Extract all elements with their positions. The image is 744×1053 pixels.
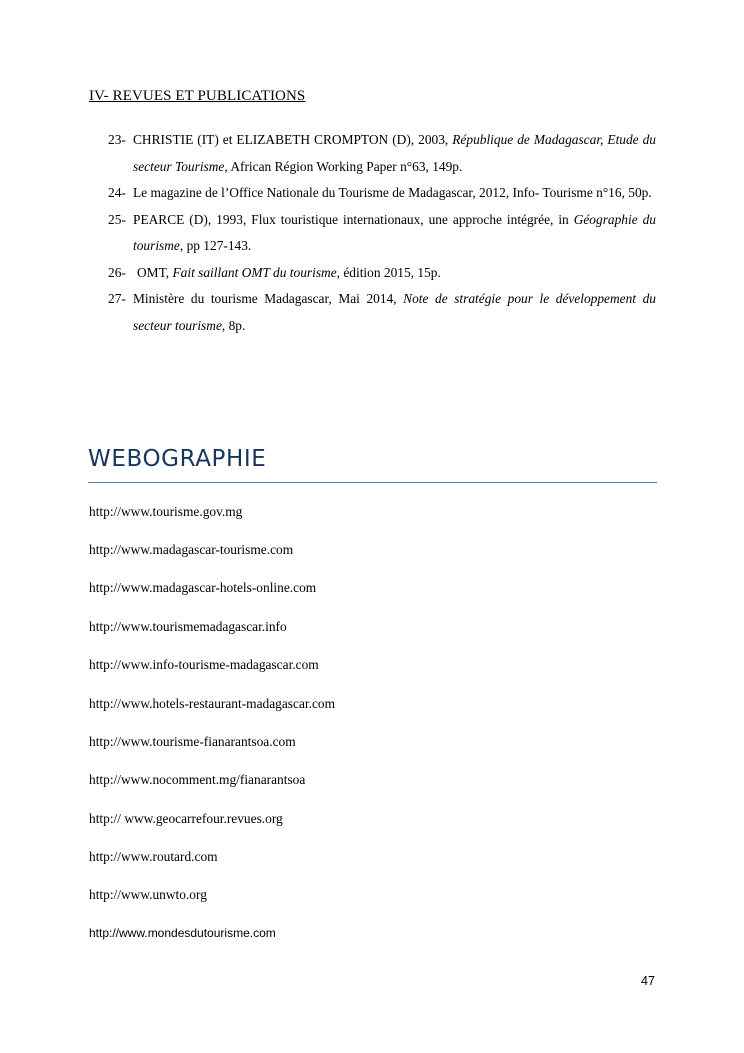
- reference-number: 27-: [108, 291, 126, 306]
- reference-item-27: [108, 286, 656, 339]
- web-link[interactable]: http://www.unwto.org: [89, 887, 207, 902]
- reference-text-plain: Ministère du tourisme Madagascar, Mai 2014,: [133, 291, 404, 306]
- web-link[interactable]: http://www.madagascar-hotels-online.com: [89, 580, 317, 595]
- reference-text-plain: Le magazine de l’Office Nationale du Tourisme de Madagascar, 2012, Info- Tourisme n°16, 50p.: [133, 185, 652, 200]
- reference-item-24: [108, 180, 656, 207]
- reference-number: 26-: [108, 264, 126, 280]
- web-link[interactable]: http:// www.geocarrefour.revues.org: [89, 811, 283, 826]
- reference-text: [133, 180, 656, 207]
- web-link[interactable]: http://www.nocomment.mg/fianarantsoa: [89, 772, 306, 787]
- reference-text-plain: pp 127-143.: [183, 238, 252, 253]
- reference-text: [133, 286, 656, 339]
- web-link[interactable]: http://www.tourismemadagascar.info: [89, 619, 287, 634]
- reference-text: [137, 260, 656, 287]
- web-link[interactable]: http://www.tourisme-fianarantsoa.com: [89, 734, 296, 749]
- reference-text-italic: Fait saillant OMT du tourisme: [172, 264, 337, 280]
- web-link[interactable]: http://www.routard.com: [89, 849, 218, 864]
- reference-text-italic: Note de stratégie pour le développement du secteur tourisme: [133, 291, 656, 333]
- reference-text-plain: , 8p.: [221, 317, 246, 333]
- reference-text-plain: , édition 2015, 15p.: [336, 264, 441, 280]
- web-link[interactable]: http://www.hotels-restaurant-madagascar.com: [89, 696, 336, 711]
- reference-item-25: [108, 207, 656, 260]
- reference-text-plain: CHRISTIE (IT) et ELIZABETH CROMPTON (D), 2003,: [133, 132, 453, 147]
- page-number: 47: [641, 974, 655, 988]
- web-link[interactable]: http://www.mondesdutourisme.com: [89, 926, 276, 940]
- heading-underline: [88, 482, 657, 483]
- reference-text-italic: République de Madagascar, Etude du secteur Tourisme: [133, 132, 656, 174]
- reference-item-23: [108, 127, 656, 180]
- reference-text-italic: Géographie du tourisme,: [133, 211, 656, 253]
- reference-text-plain: , African Région Working Paper n°63, 149p.: [224, 158, 463, 174]
- reference-text: [133, 127, 656, 180]
- reference-list: [108, 127, 656, 339]
- web-link[interactable]: http://www.info-tourisme-madagascar.com: [89, 657, 319, 672]
- web-link[interactable]: http://www.tourisme.gov.mg: [89, 504, 243, 519]
- web-link[interactable]: http://www.madagascar-tourisme.com: [89, 542, 294, 557]
- reference-text: [133, 207, 656, 260]
- reference-number: 24-: [108, 185, 126, 200]
- webographie-heading: WEBOGRAPHIE: [88, 446, 267, 472]
- section-title: IV- REVUES ET PUBLICATIONS: [89, 88, 306, 104]
- reference-number: 23-: [108, 132, 126, 147]
- reference-item-26: [108, 260, 656, 287]
- reference-text-plain: OMT,: [137, 264, 173, 280]
- reference-text-plain: PEARCE (D), 1993, Flux touristique internationaux, une approche intégrée, in: [133, 211, 574, 227]
- reference-number: 25-: [108, 211, 126, 227]
